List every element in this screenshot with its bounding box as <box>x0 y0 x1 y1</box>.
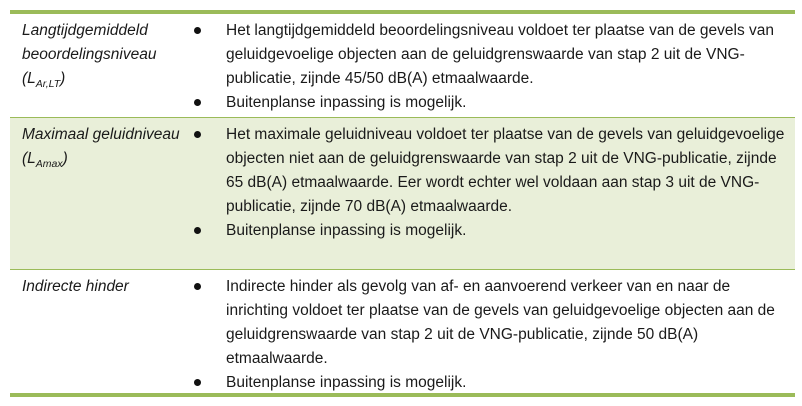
label-symbol: $(L_{Amax})$ <box>22 150 68 171</box>
row-label <box>10 270 180 393</box>
bullet-icon <box>180 219 226 243</box>
list-item <box>180 219 787 243</box>
label-main: Langtijdgemiddeld beoordelingsniveau <box>22 22 157 63</box>
bullet-list <box>180 270 795 393</box>
bullet-icon <box>180 123 226 219</box>
label-main: Maximaal geluidniveau <box>22 126 180 143</box>
bullet-icon <box>180 91 226 115</box>
bullet-list <box>180 118 795 269</box>
label-main: Indirecte hinder <box>22 278 129 295</box>
list-item <box>180 19 787 91</box>
list-item <box>180 91 787 115</box>
list-item <box>180 123 787 219</box>
bullet-icon <box>180 275 226 371</box>
row-label <box>10 14 180 117</box>
list-item <box>180 275 787 371</box>
bullet-text: Buitenplanse inpassing is mogelijk. <box>226 94 467 111</box>
bullet-icon <box>180 19 226 91</box>
label-symbol: $(L_{Ar,LT})$ <box>22 70 66 91</box>
assessment-table <box>10 10 795 397</box>
bullet-text: Indirecte hinder als gevolg van af- en aanvoerend verkeer van en naar de inrichting voldoet ter plaatse van de gevels van geluidgevoelige objecten aan de geluidgrenswaarde van stap 2 uit de VNG-publicatie, zijnde 50 dB(A) etmaalwaarde. <box>226 278 775 367</box>
bullet-list <box>180 14 795 117</box>
bullet-text: Buitenplanse inpassing is mogelijk. <box>226 374 467 391</box>
table-row <box>10 270 795 393</box>
bullet-text: Het maximale geluidniveau voldoet ter plaatse van de gevels van geluidgevoelige objecten niet aan de geluidgrenswaarde van stap 2 uit de VNG-publicatie, zijnde 65 dB(A) etmaalwaarde. Eer wordt echter wel voldaan aan stap 3 uit de VNG-publicatie, zijnde 70 dB(A) etmaalwaarde. <box>226 126 785 215</box>
row-label <box>10 118 180 269</box>
list-item <box>180 371 787 395</box>
bullet-text: Buitenplanse inpassing is mogelijk. <box>226 222 467 239</box>
bullet-icon <box>180 371 226 395</box>
table-row <box>10 118 795 270</box>
bullet-text: Het langtijdgemiddeld beoordelingsniveau voldoet ter plaatse van de gevels van geluidgevoelige objecten aan de geluidgrenswaarde van stap 2 uit de VNG-publicatie, zijnde 45/50 dB(A) etmaalwaarde. <box>226 22 775 87</box>
table-row <box>10 14 795 118</box>
